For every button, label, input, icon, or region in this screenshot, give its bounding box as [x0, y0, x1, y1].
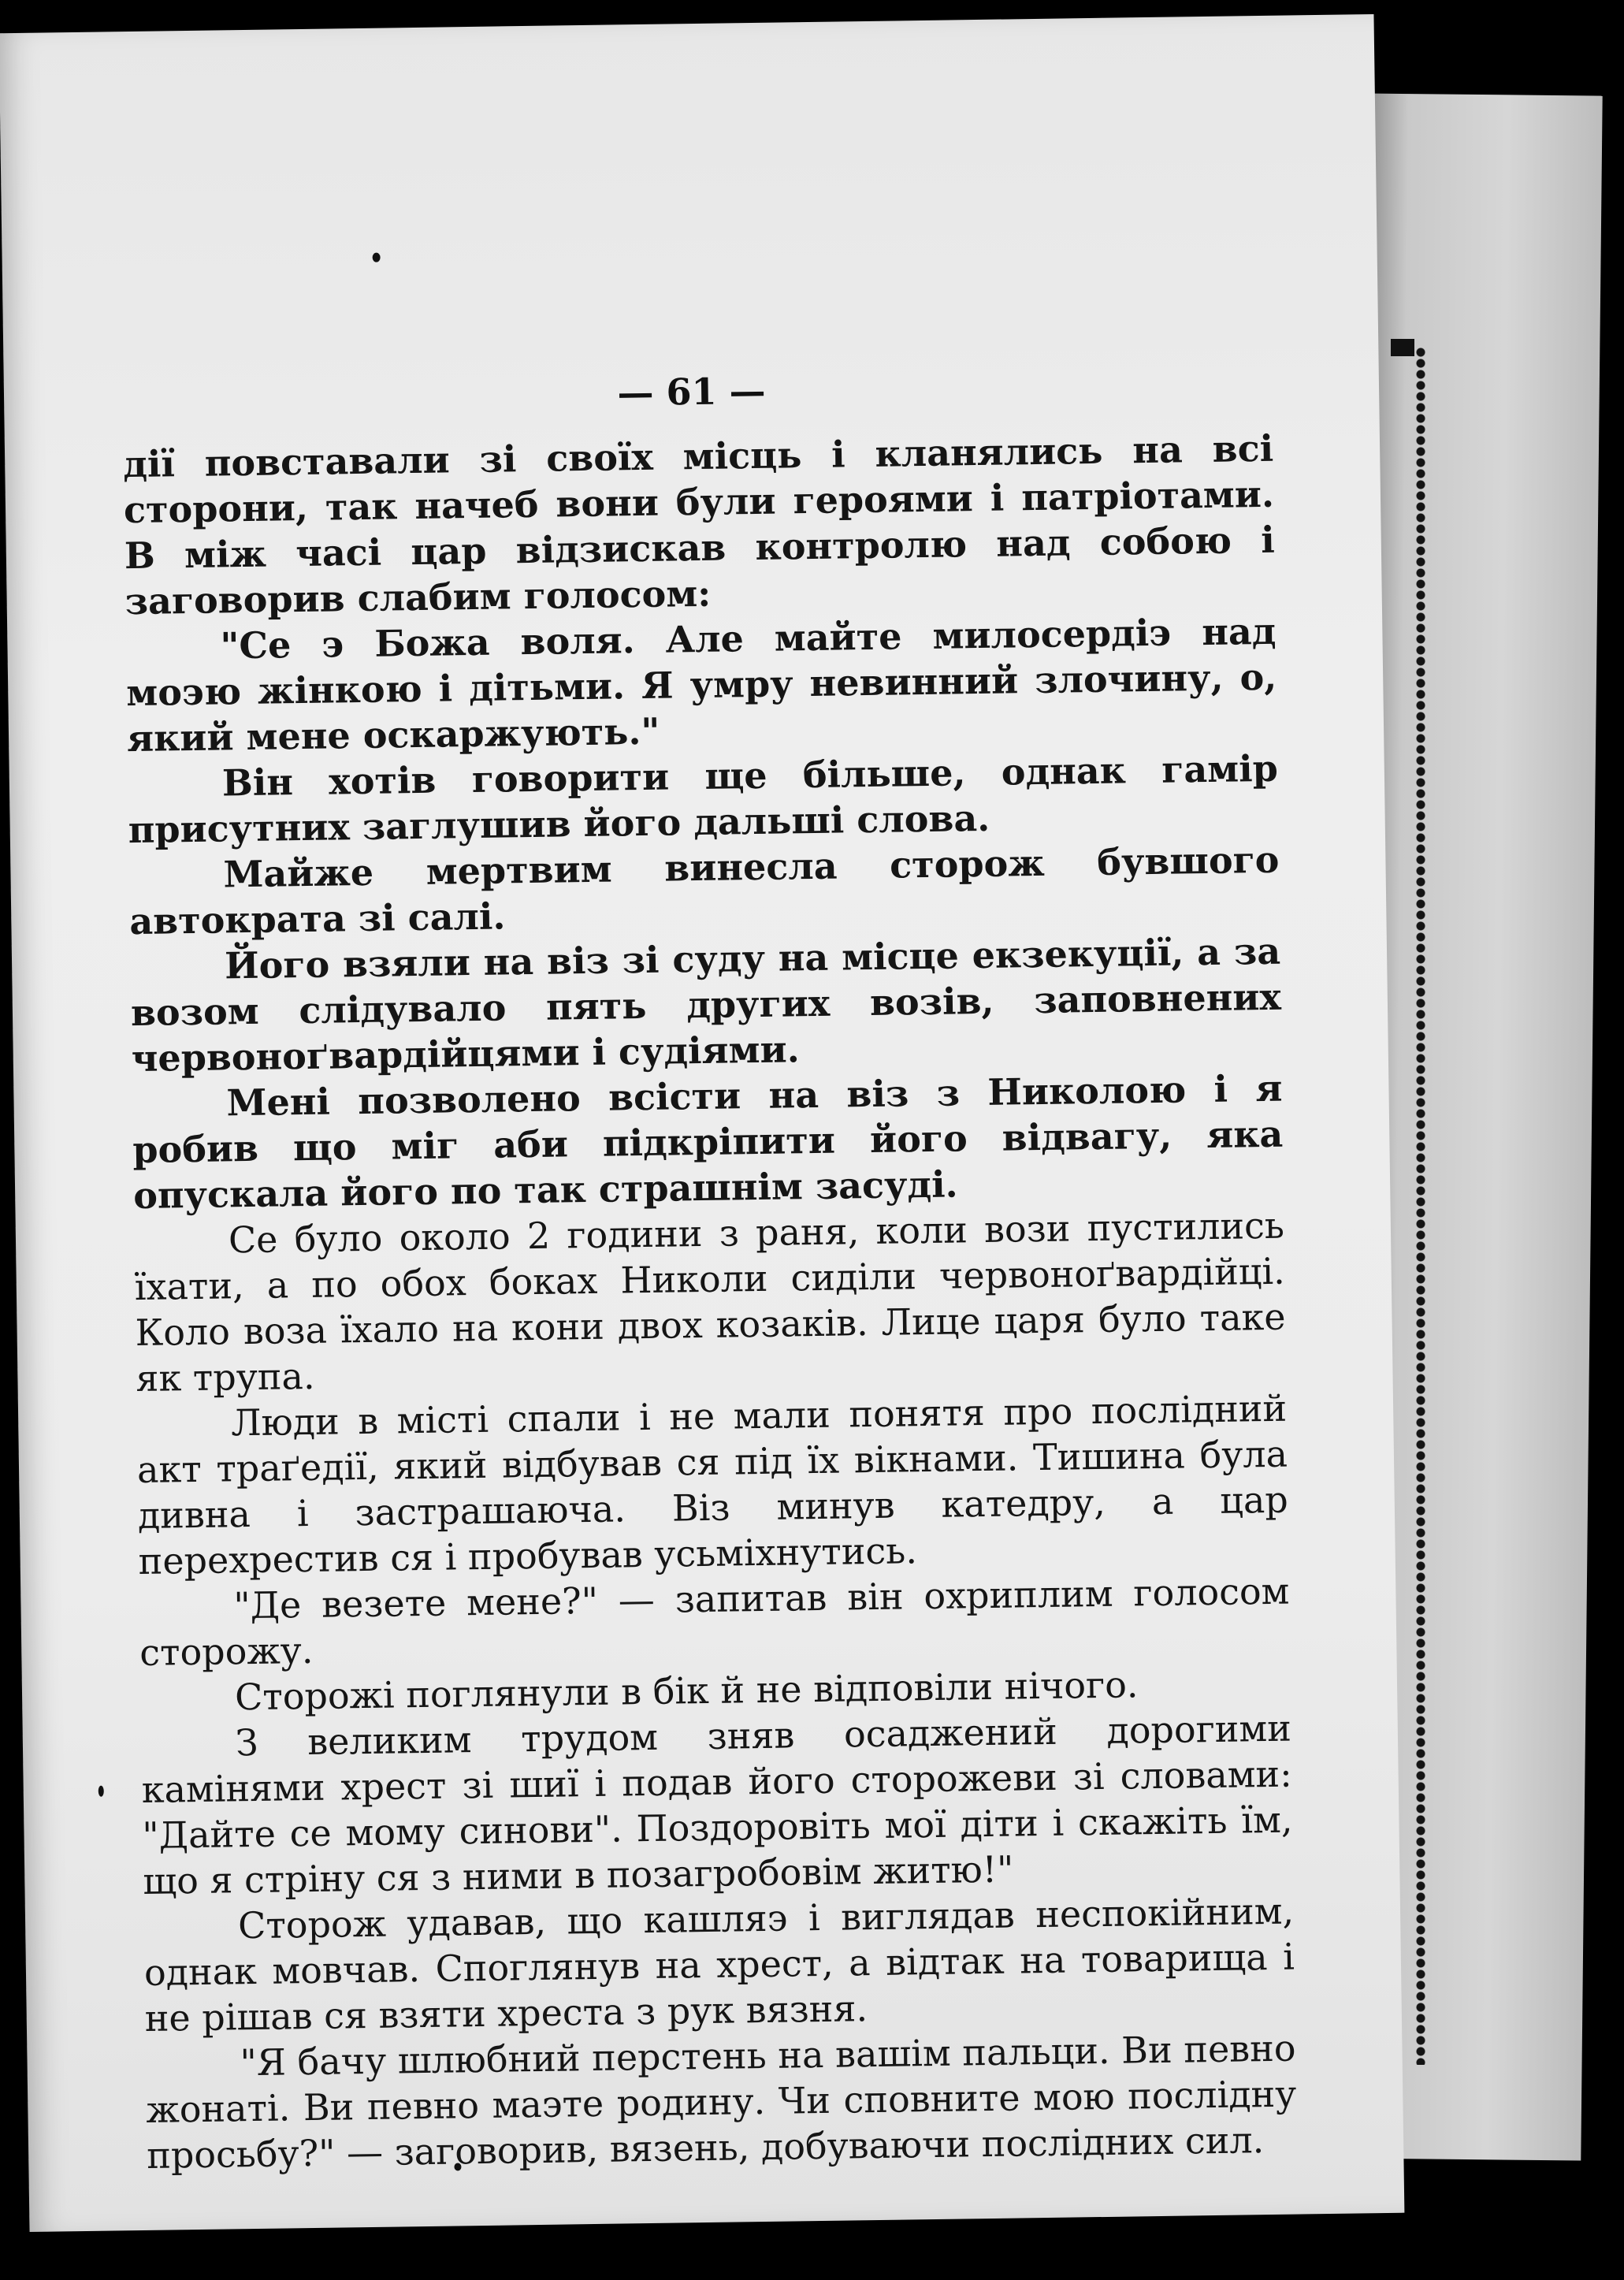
- paragraph: Люди в місті спали і не мали понятя про послідний акт траґедії, який відбував ся під їх вікнами. Тишина була дивна і застрашаюча. Віз минув катедру, а цар перехрестив ся і пробував усьміхнутись.: [136, 1386, 1289, 1583]
- perforated-edge: [1410, 347, 1431, 2065]
- paragraph: дії повставали зі своїх місць і кланялись на всі сторони, так начеб вони були героями і патріотами. В між часі цар відзискав контролю над собою і заговорив слабим голосом:: [122, 426, 1276, 623]
- paragraph: Його взяли на віз зі суду на місце екзекуції, а за возом слідувало пять других возів, заповнених червоноґвардійцями і судіями.: [130, 929, 1282, 1080]
- ink-speck: [373, 253, 381, 262]
- paragraph: Се було около 2 години з раня, коли вози пустились їхати, а по обох боках Николи сиділи червоноґвардійці. Коло воза їхало на кони двох козаків. Лице царя було таке як трупа.: [134, 1203, 1286, 1400]
- page-number: — 61 —: [617, 369, 766, 415]
- paragraph: З великим трудом зняв осаджений дорогими камінями хрест зі шиї і подав його сторожеви зі словами: "Дайте се мому синови". Поздоровіть мої діти і скажіть їм, що я стріну ся з ними в позагробовім житю!": [141, 1706, 1293, 1902]
- ink-speck: [98, 1786, 104, 1797]
- paragraph: "Се э Божа воля. Але майте милосердіэ над моэю жінкою і дітьми. Я умру невинний злочину, о, який мене оскаржують.": [125, 609, 1277, 761]
- book-page: [0, 14, 1404, 2232]
- paragraph: Майже мертвим винесла сторож бувшого автократа зі салі.: [128, 838, 1280, 943]
- paragraph: Сторож удавав, що кашляэ і виглядав неспокійним, однак мовчав. Споглянув на хрест, а відтак на товарища і не рішав ся взяти хреста з рук вязня.: [143, 1889, 1295, 2040]
- paragraph: "Я бачу шлюбний перстень на вашім пальци. Ви певно жонаті. Ви певно маэте родину. Чи сповните мою послідну просьбу?" — заговорив, вязень, добуваючи послідних сил.: [146, 2026, 1297, 2177]
- paragraph: "Де везете мене?" — запитав він охриплим голосом сторожу.: [139, 1569, 1290, 1675]
- paragraph: Він хотів говорити ще більше, однак гамір присутних заглушив його дальші слова.: [128, 746, 1279, 852]
- paragraph: Сторожі поглянули в бік й не відповіли нічого.: [234, 1663, 1139, 1719]
- paragraph: Мені позволено всісти на віз з Николою і я робив що міг аби підкріпити його відвагу, яка опускала його по так страшнім засуді.: [132, 1066, 1284, 1218]
- page-body: [123, 426, 1298, 2178]
